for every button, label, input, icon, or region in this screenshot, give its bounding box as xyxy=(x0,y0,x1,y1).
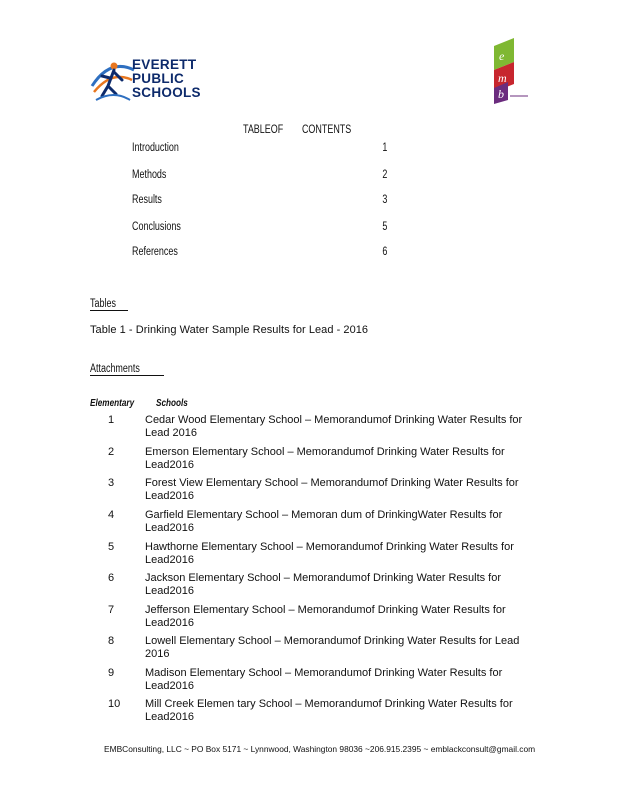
logo-line-public: PUBLIC xyxy=(132,71,185,86)
attachment-item[interactable]: Mill Creek Elemen tary School – Memorandumof Drinking Water Results for Lead2016 xyxy=(145,698,513,723)
column-schools: Schools xyxy=(156,397,188,409)
everett-public-schools-logo xyxy=(90,56,204,104)
attachment-number: 9 xyxy=(108,667,115,679)
emb-letter-b: b xyxy=(498,87,504,101)
toc-row[interactable] xyxy=(132,142,387,156)
logo-line-schools: SCHOOLS xyxy=(132,85,201,100)
toc-title-word2: CONTENTS xyxy=(301,124,352,136)
attachment-number: 2 xyxy=(108,446,115,458)
attachment-number: 3 xyxy=(108,477,115,489)
page-footer: EMBConsulting, LLC ~ PO Box 5171 ~ Lynnwood, Washington 98036 ~206.915.2395 ~ emblackconsult@gmail.com xyxy=(104,744,536,754)
column-elementary: Elementary xyxy=(90,397,135,409)
toc-row[interactable] xyxy=(132,169,387,183)
attachment-item[interactable]: Jefferson Elementary School – Memorandumof Drinking Water Results for Lead2016 xyxy=(145,604,506,629)
attachment-item[interactable]: Garfield Elementary School – Memoran dum of DrinkingWater Results for Lead2016 xyxy=(145,509,503,534)
attachment-number: 10 xyxy=(108,698,121,710)
attachment-item[interactable]: Hawthorne Elementary School – Memorandumof Drinking Water Results for Lead2016 xyxy=(145,541,514,566)
toc-row[interactable] xyxy=(132,194,387,208)
toc-page-number: 3 xyxy=(382,194,387,206)
toc-label: Methods xyxy=(132,169,167,181)
emb-letter-m: m xyxy=(498,71,507,85)
logo-line-everett: EVERETT xyxy=(132,57,197,72)
table-1-link[interactable]: Table 1 - Drinking Water Sample Results for Lead - 2016 xyxy=(90,324,369,336)
tables-heading-text: Tables xyxy=(90,298,116,310)
attachments-column-headers xyxy=(90,397,215,409)
attachment-number: 4 xyxy=(108,509,115,521)
emb-letter-e: e xyxy=(499,49,505,63)
toc-page-number: 6 xyxy=(382,246,387,258)
toc-label: Conclusions xyxy=(132,221,181,233)
toc-title xyxy=(243,124,382,136)
toc-page-number: 2 xyxy=(382,169,387,181)
attachment-number: 1 xyxy=(108,414,115,426)
attachment-number: 5 xyxy=(108,541,115,553)
emb-consulting-logo xyxy=(484,36,534,104)
toc-title-word1: TABLEOF xyxy=(243,124,284,136)
attachments-heading-text: Attachments xyxy=(90,363,140,375)
attachment-number: 7 xyxy=(108,604,115,616)
toc-label: Introduction xyxy=(132,142,179,154)
attachment-item[interactable]: Madison Elementary School – Memorandumof Drinking Water Results for Lead2016 xyxy=(145,667,503,692)
attachment-item[interactable]: Cedar Wood Elementary School – Memorandumof Drinking Water Results for Lead 2016 xyxy=(145,414,523,439)
tables-heading xyxy=(90,298,123,310)
attachment-item[interactable]: Forest View Elementary School – Memorandumof Drinking Water Results for Lead2016 xyxy=(145,477,519,502)
toc-page-number: 1 xyxy=(382,142,387,154)
attachments-heading-underline xyxy=(90,375,164,376)
tables-heading-underline xyxy=(90,310,128,311)
toc-label: Results xyxy=(132,194,162,206)
attachment-number: 8 xyxy=(108,635,115,647)
attachments-heading xyxy=(90,363,154,375)
toc-label: References xyxy=(132,246,178,258)
attachment-item[interactable]: Lowell Elementary School – Memorandumof Drinking Water Results for Lead 2016 xyxy=(145,635,520,660)
toc-row[interactable] xyxy=(132,246,387,260)
toc-row[interactable] xyxy=(132,221,387,235)
attachment-number: 6 xyxy=(108,572,115,584)
attachment-item[interactable]: Emerson Elementary School – Memorandumof Drinking Water Results for Lead2016 xyxy=(145,446,505,471)
attachment-item[interactable]: Jackson Elementary School – Memorandumof Drinking Water Results for Lead2016 xyxy=(145,572,502,597)
toc-page-number: 5 xyxy=(382,221,387,233)
